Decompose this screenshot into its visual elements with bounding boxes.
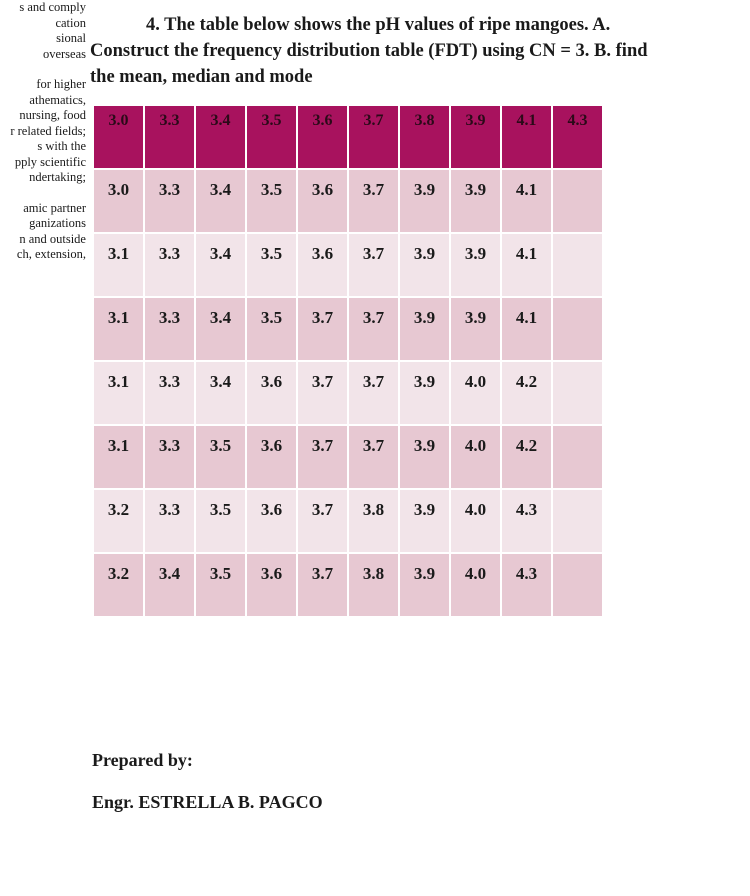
side-line: s with the [37,139,86,153]
preparer-name: Engr. ESTRELLA B. PAGCO [92,792,323,812]
table-cell: 3.5 [247,298,296,360]
table-cell: 3.9 [400,490,449,552]
side-line: cation [55,15,86,30]
table-cell: 3.4 [196,298,245,360]
table-cell: 3.9 [400,234,449,296]
table-cell: 4.1 [502,234,551,296]
table-cell: 3.1 [94,234,143,296]
table-cell: 3.7 [349,234,398,296]
table-cell: 3.1 [94,426,143,488]
table-cell: 3.0 [94,170,143,232]
table-cell: 3.3 [145,170,194,232]
table-cell: 3.9 [451,170,500,232]
table-cell: 3.9 [400,362,449,424]
table-cell: 4.2 [502,362,551,424]
table-cell: 3.9 [400,426,449,488]
table-cell [553,298,602,360]
header-cell: 3.5 [247,106,296,168]
table-cell: 3.4 [196,234,245,296]
table-cell: 3.5 [196,426,245,488]
table-cell: 3.6 [247,362,296,424]
table-cell: 3.9 [451,234,500,296]
table-cell: 4.0 [451,490,500,552]
question-line-1: 4. The table below shows the pH values of ripe mangoes. A. [146,15,611,35]
side-line: n and outside [19,231,86,246]
header-cell: 3.3 [145,106,194,168]
table-header-row [94,106,602,168]
ph-values-table [92,104,604,618]
table-cell: 4.0 [451,554,500,616]
header-cell: 3.4 [196,106,245,168]
table-cell: 3.3 [145,490,194,552]
header-cell: 3.0 [94,106,143,168]
table-cell [553,362,602,424]
table-cell: 3.7 [298,298,347,360]
table-cell: 3.6 [247,426,296,488]
table-cell [553,554,602,616]
table-cell: 3.6 [298,234,347,296]
side-line: for higher [36,77,86,91]
question-text [90,12,730,90]
table-cell: 3.4 [145,554,194,616]
table-row [94,362,602,424]
table-row [94,170,602,232]
side-line: r related fields; [10,123,86,138]
table-cell: 3.5 [247,234,296,296]
table-cell [553,234,602,296]
table-cell [553,426,602,488]
side-line: pply scientific [14,154,86,169]
header-cell: 4.3 [553,106,602,168]
table-cell: 3.4 [196,170,245,232]
table-cell: 3.3 [145,362,194,424]
side-line: athematics, [29,92,86,107]
table-cell: 4.0 [451,426,500,488]
table-cell: 4.1 [502,170,551,232]
table-cell: 3.2 [94,490,143,552]
table-row [94,234,602,296]
question-line-3: the mean, median and mode [90,67,313,87]
table-cell: 3.9 [400,170,449,232]
side-line: ganizations [29,216,86,230]
table-row [94,554,602,616]
side-line: overseas [42,46,86,61]
table-cell: 3.4 [196,362,245,424]
side-line: sional [56,31,86,45]
cropped-side-text [0,0,86,263]
table-cell: 3.7 [349,170,398,232]
side-line: ndertaking; [29,170,86,184]
side-line: amic partner [23,200,86,215]
table-cell: 3.7 [298,362,347,424]
side-line: ch, extension, [16,247,86,261]
table-cell: 4.1 [502,298,551,360]
table-cell: 3.8 [349,554,398,616]
table-row [94,490,602,552]
table-cell: 3.8 [349,490,398,552]
table-cell: 3.7 [349,362,398,424]
header-cell: 3.9 [451,106,500,168]
table-cell [553,490,602,552]
table-cell: 3.6 [247,554,296,616]
table-cell: 4.3 [502,554,551,616]
table-cell: 3.7 [349,298,398,360]
table-cell: 3.9 [451,298,500,360]
table-cell: 3.5 [247,170,296,232]
table-cell: 3.6 [298,170,347,232]
table-cell: 3.1 [94,298,143,360]
table-cell: 3.5 [196,554,245,616]
table-cell: 4.2 [502,426,551,488]
header-cell: 4.1 [502,106,551,168]
header-cell: 3.6 [298,106,347,168]
table-cell: 3.5 [196,490,245,552]
table-cell: 3.9 [400,554,449,616]
question-line-2: Construct the frequency distribution table (FDT) using CN = 3. B. find [90,41,648,61]
table-cell: 3.7 [298,490,347,552]
side-line: nursing, food [19,108,86,122]
table-cell: 3.9 [400,298,449,360]
table-cell: 3.7 [298,426,347,488]
side-line: s and comply [19,0,86,14]
table-cell: 4.3 [502,490,551,552]
table-row [94,426,602,488]
table-cell: 3.3 [145,298,194,360]
table-cell [553,170,602,232]
table-cell: 3.7 [349,426,398,488]
table-cell: 4.0 [451,362,500,424]
table-cell: 3.3 [145,234,194,296]
table-cell: 3.3 [145,426,194,488]
prepared-by-label: Prepared by: [92,750,193,770]
table-row [94,298,602,360]
table-cell: 3.2 [94,554,143,616]
table-cell: 3.6 [247,490,296,552]
header-cell: 3.7 [349,106,398,168]
table-cell: 3.7 [298,554,347,616]
table-cell: 3.1 [94,362,143,424]
header-cell: 3.8 [400,106,449,168]
